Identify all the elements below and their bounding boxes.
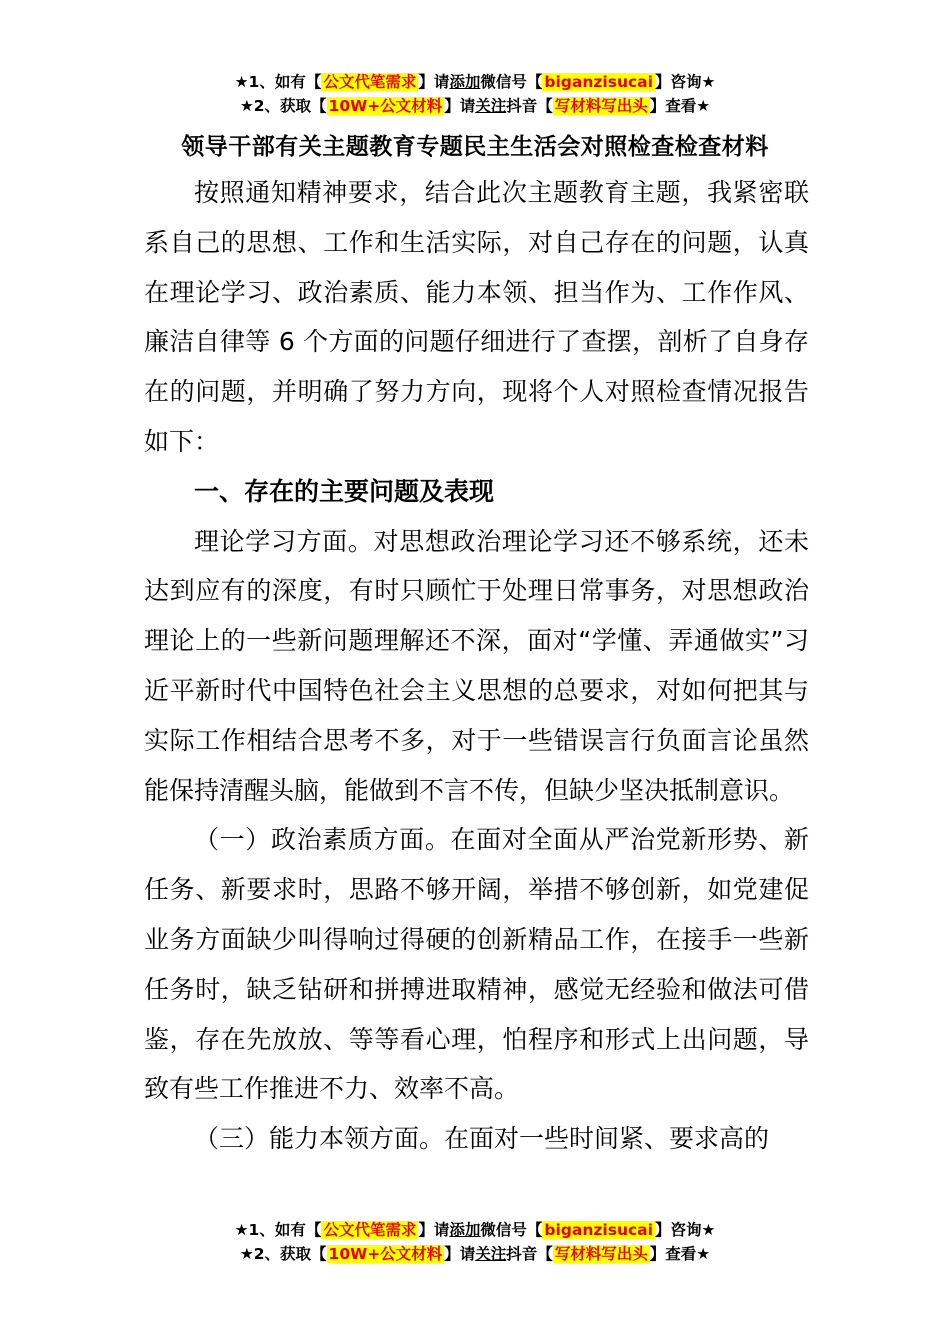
promo-banner-top [0, 70, 950, 118]
promo-line-2: ★2、获取【 10W+公文材料 】请关注抖音【 写材料写出头 】查看★ [239, 1245, 711, 1263]
highlight-douyin-id: 写材料写出头 [554, 97, 648, 115]
ability-paragraph: （三）能力本领方面。在面对一些时间紧、要求高的 [194, 1124, 770, 1154]
highlight-materials: 10W+公文材料 [328, 97, 443, 115]
promo-banner-bottom [0, 1218, 950, 1266]
document-title: 领导干部有关主题教育专题民主生活会对照检查检查材料 [181, 134, 769, 160]
document-body [144, 168, 809, 1164]
highlight-wechat-id: biganzisucai [544, 73, 653, 91]
political-paragraph: （一）政治素质方面。在面对全面从严治党新形势、新任务、新要求时，思路不够开阔，举措不够创新，如党建促业务方面缺少叫得响过得硬的创新精品工作，在接手一些新任务时，缺乏钻研和拼搏进取精神，感觉无经验和做法可借鉴，存在先放放、等等看心理，怕程序和形式上出问题，导致有些工作推进不力、效率不高。 [144, 825, 809, 1104]
highlight-douyin-id: 写材料写出头 [554, 1245, 648, 1263]
highlight-service: 公文代笔需求 [323, 1221, 417, 1239]
highlight-wechat-id: biganzisucai [544, 1221, 653, 1239]
promo-line-1: ★1、如有【 公文代笔需求 】请添加微信号【 biganzisucai 】咨询★ [234, 1221, 716, 1239]
promo-line-2: ★2、获取【 10W+公文材料 】请关注抖音【 写材料写出头 】查看★ [239, 97, 711, 115]
highlight-service: 公文代笔需求 [323, 73, 417, 91]
section-heading: 一、存在的主要问题及表现 [194, 476, 495, 506]
highlight-materials: 10W+公文材料 [328, 1245, 443, 1263]
intro-paragraph: 按照通知精神要求，结合此次主题教育主题，我紧密联系自己的思想、工作和生活实际，对自己存在的问题，认真在理论学习、政治素质、能力本领、担当作为、工作作风、廉洁自律等 6 个方面的问题仔细进行了查摆，剖析了自身存在的问题，并明确了努力方向，现将个人对照检查情况报告如下： [144, 178, 809, 456]
promo-line-1: ★1、如有【 公文代笔需求 】请添加微信号【 biganzisucai 】咨询★ [234, 73, 716, 91]
theory-paragraph: 理论学习方面。对思想政治理论学习还不够系统，还未达到应有的深度，有时只顾忙于处理日常事务，对思想政治理论上的一些新问题理解还不深，面对“学懂、弄通做实”习近平新时代中国特色社会主义思想的总要求，对如何把其与实际工作相结合思考不多，对于一些错误言行负面言论虽然能保持清醒头脑，能做到不言不传，但缺少坚决抵制意识。 [144, 526, 809, 805]
